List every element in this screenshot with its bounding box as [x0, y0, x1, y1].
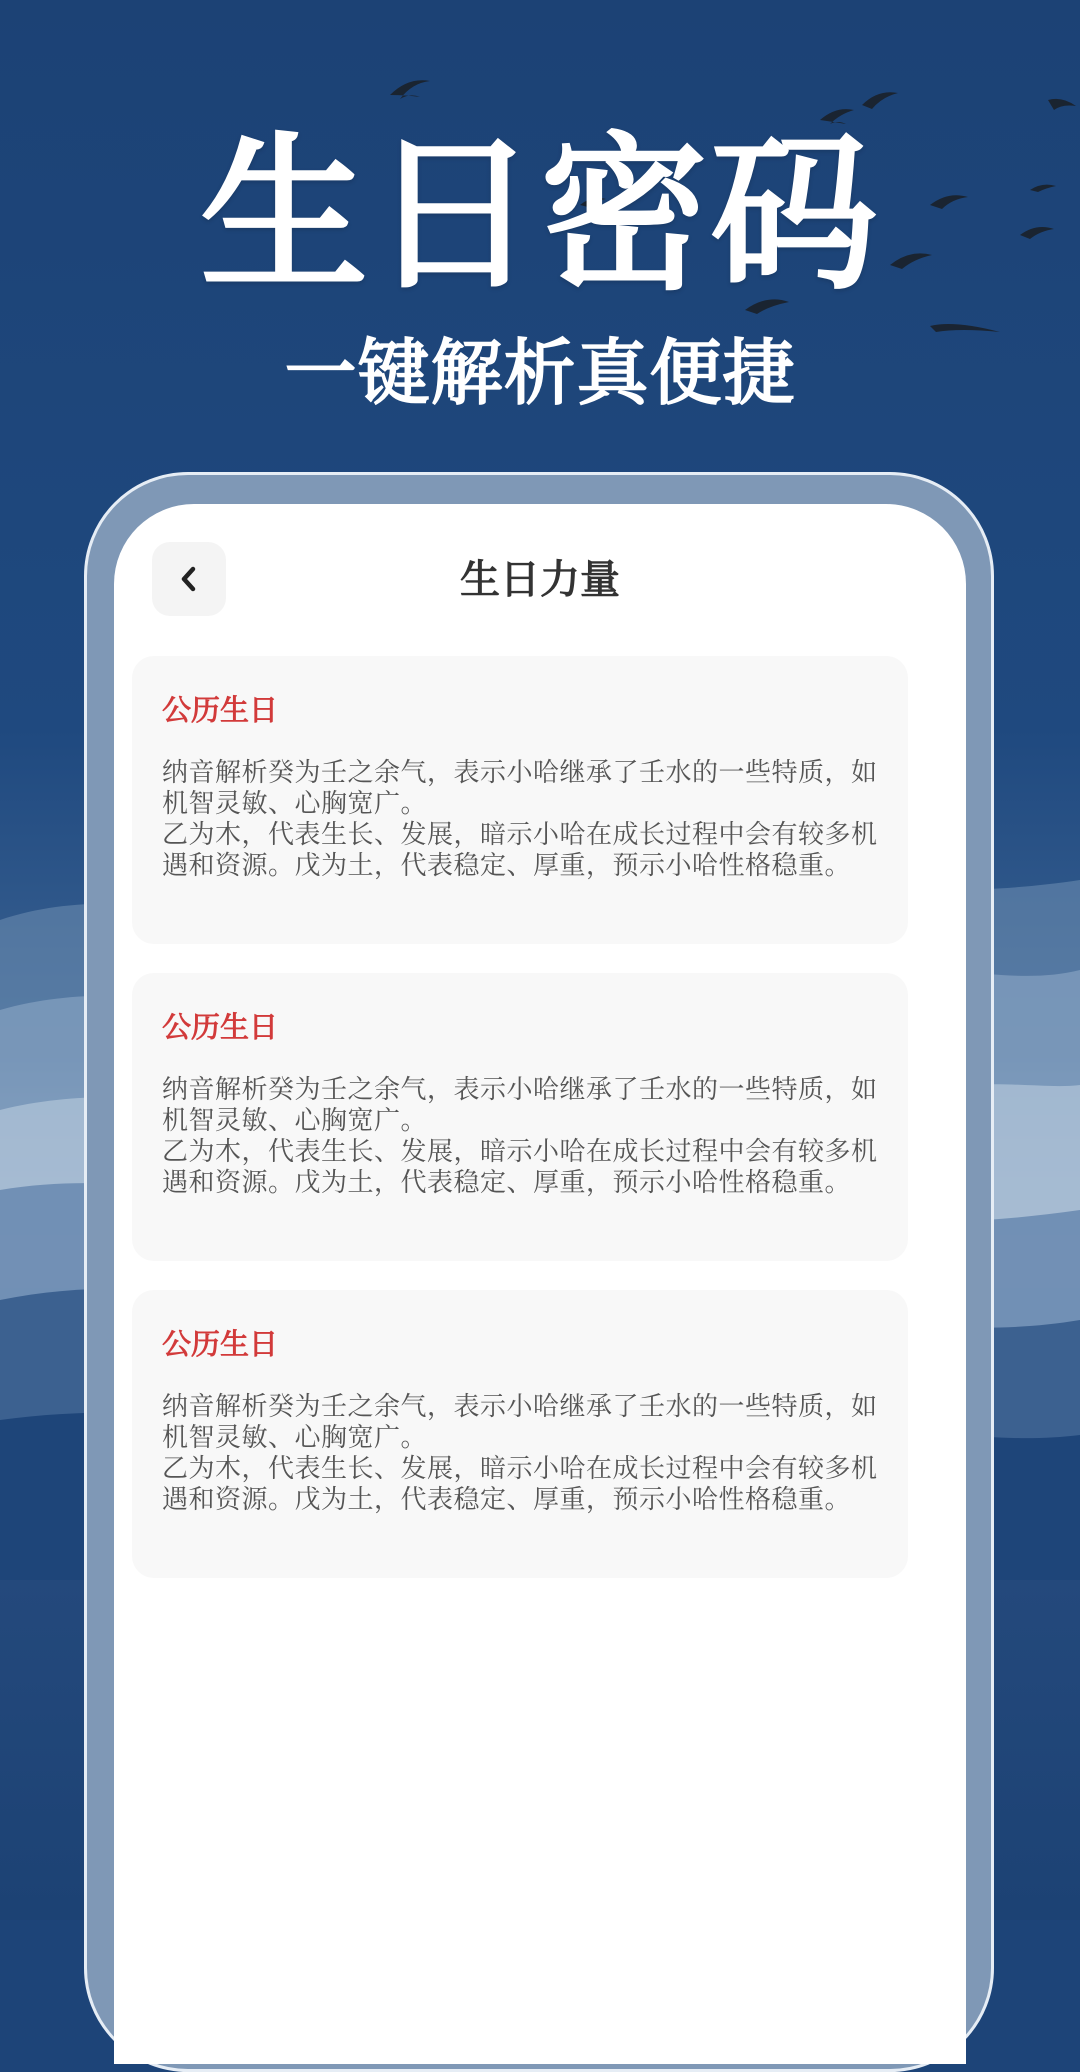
app-screen — [114, 504, 966, 2064]
card-title: 公历生日 — [162, 1327, 279, 1361]
card-paragraph: 纳音解析癸为壬之余气，表示小哈继承了壬水的一些特质，如机智灵敏、心胸宽广。 — [162, 1075, 878, 1136]
card-list — [132, 656, 908, 1607]
card-title: 公历生日 — [162, 693, 279, 727]
navigation-bar — [114, 504, 966, 654]
info-card — [132, 973, 908, 1261]
card-body — [162, 1075, 878, 1199]
info-card — [132, 656, 908, 944]
card-paragraph: 乙为木，代表生长、发展，暗示小哈在成长过程中会有较多机遇和资源。戊为土，代表稳定、厚重，预示小哈性格稳重。 — [162, 820, 878, 881]
card-body — [162, 758, 878, 882]
promo-subheadline: 一键解析真便捷 — [284, 331, 796, 415]
card-paragraph: 乙为木，代表生长、发展，暗示小哈在成长过程中会有较多机遇和资源。戊为土，代表稳定、厚重，预示小哈性格稳重。 — [162, 1454, 878, 1515]
card-title: 公历生日 — [162, 1010, 279, 1044]
card-paragraph: 纳音解析癸为壬之余气，表示小哈继承了壬水的一些特质，如机智灵敏、心胸宽广。 — [162, 758, 878, 819]
page-title: 生日力量 — [460, 557, 620, 603]
promo-headline: 生日密码 — [200, 117, 880, 313]
card-paragraph: 乙为木，代表生长、发展，暗示小哈在成长过程中会有较多机遇和资源。戊为土，代表稳定、厚重，预示小哈性格稳重。 — [162, 1137, 878, 1198]
card-paragraph: 纳音解析癸为壬之余气，表示小哈继承了壬水的一些特质，如机智灵敏、心胸宽广。 — [162, 1392, 878, 1453]
card-body — [162, 1392, 878, 1516]
info-card — [132, 1290, 908, 1578]
